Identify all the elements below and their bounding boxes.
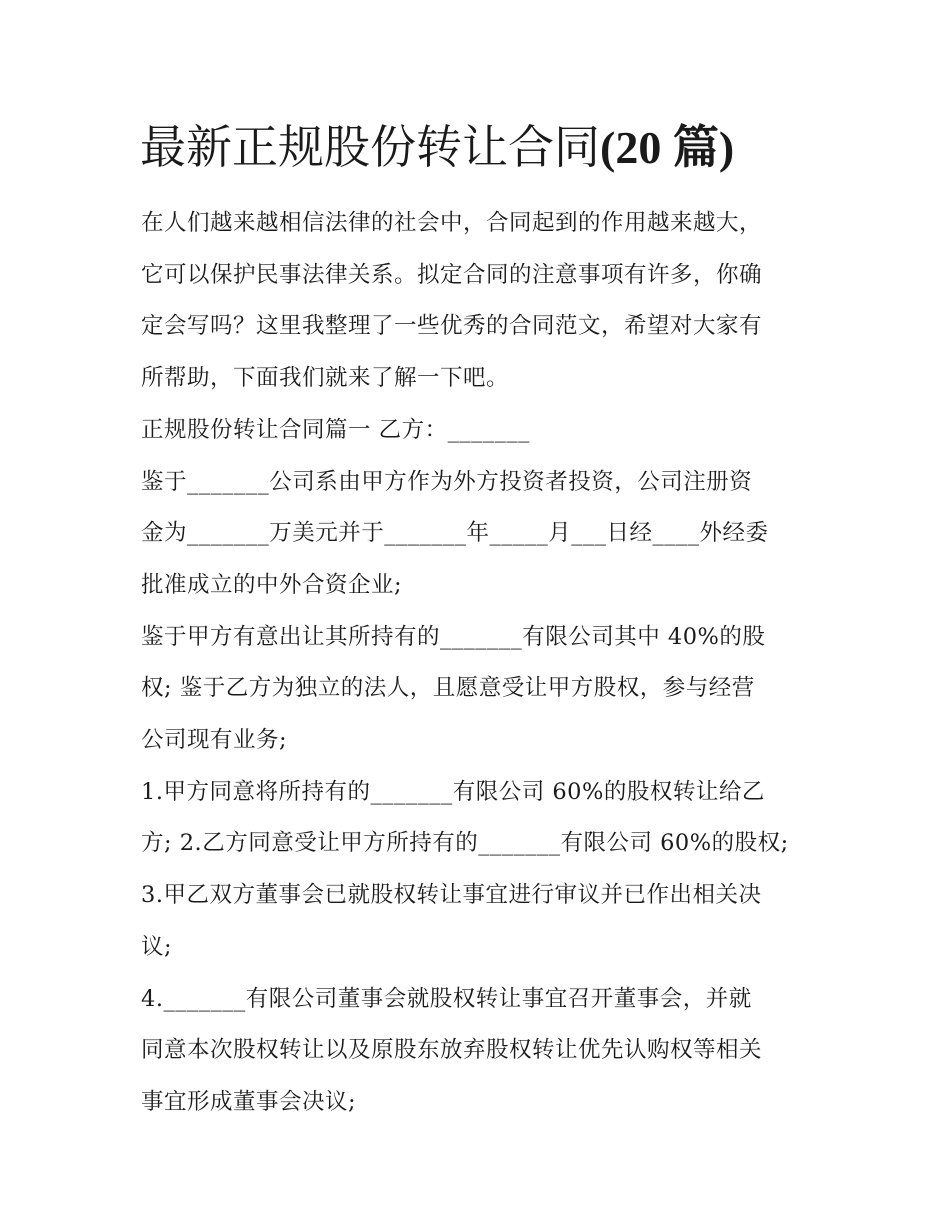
title-main: 最新正规股份转让合同: [140, 120, 600, 174]
text-line: 定会写吗？这里我整理了一些优秀的合同范文，希望对大家有: [141, 313, 763, 340]
clause-line: 1.甲方同意将所持有的_______有限公司 60%的股权转让给乙: [141, 778, 765, 805]
clause-line: 同意本次股权转让以及原股东放弃股权转让优先认购权等相关: [141, 1037, 763, 1064]
text-line: 它可以保护民事法律关系。拟定合同的注意事项有许多，你确: [141, 261, 763, 288]
text-line: 金为_______万美元并于_______年_____月___日经____外经委: [141, 520, 769, 547]
clause-line: 议;: [141, 933, 173, 960]
clause-line: 4._______有限公司董事会就股权转让事宜召开董事会，并就: [141, 985, 752, 1012]
clause-line: 事宜形成董事会决议;: [141, 1088, 357, 1115]
clause-line: 方; 2.乙方同意受让甲方所持有的_______有限公司 60%的股权;: [141, 830, 789, 857]
text-line: 在人们越来越相信法律的社会中，合同起到的作用越来越大，: [141, 210, 763, 236]
document-body: [141, 198, 813, 1129]
text-line: 批准成立的中外合资企业;: [141, 571, 403, 598]
text-line: 公司现有业务;: [141, 727, 288, 754]
document-title: [140, 112, 840, 183]
title-count: (20 篇): [600, 122, 735, 173]
text-line: 所帮助，下面我们就来了解一下吧。: [141, 365, 510, 392]
text-line: 权; 鉴于乙方为独立的法人，且愿意受让甲方股权，参与经营: [141, 675, 755, 702]
text-line: 鉴于_______公司系由甲方作为外方投资者投资，公司注册资: [141, 468, 753, 495]
section-heading: 正规股份转让合同篇一 乙方：_______: [141, 416, 530, 443]
text-line: 鉴于甲方有意出让其所持有的_______有限公司其中 40%的股: [141, 623, 766, 650]
clause-line: 3.甲乙双方董事会已就股权转让事宜进行审议并已作出相关决: [141, 882, 762, 909]
